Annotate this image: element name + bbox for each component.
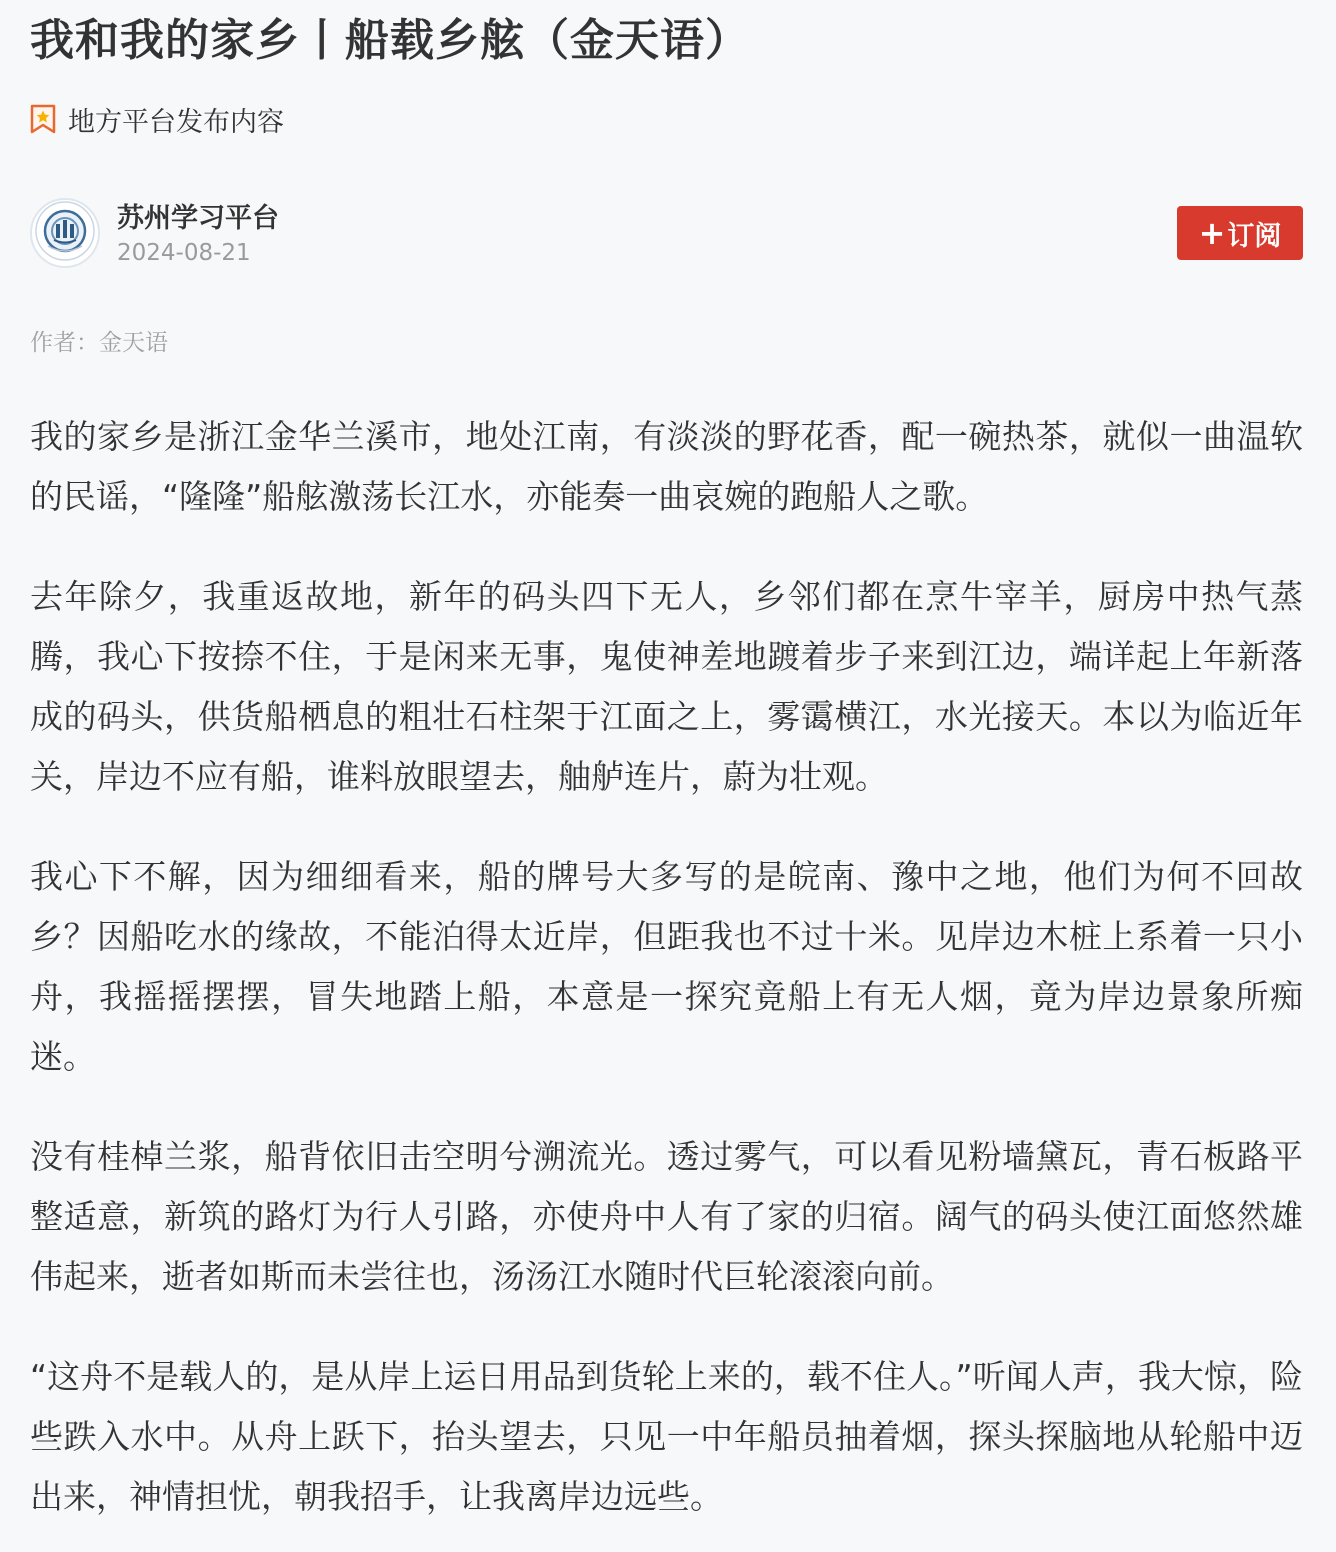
subscribe-button[interactable] bbox=[1177, 206, 1303, 260]
source-row bbox=[30, 100, 284, 138]
publisher-row bbox=[30, 198, 1303, 270]
bookmark-star-icon bbox=[30, 104, 56, 134]
article-title: 我和我的家乡丨船载乡舷（金天语） bbox=[30, 15, 750, 66]
subscribe-label: 订阅 bbox=[1227, 220, 1282, 252]
article-paragraph: 我心下不解，因为细细看来，船的牌号大多写的是皖南、豫中之地，他们为何不回故乡？因船吃水的缘故，不能泊得太近岸，但距我也不过十米。见岸边木桩上系着一只小舟，我摇摇摆摆，冒失地踏上船，本意是一探究竟船上有无人烟，竟为岸边景象所痴迷。 bbox=[30, 857, 1303, 1076]
article-paragraph: “这舟不是载人的，是从岸上运日用品到货轮上来的，载不住人。”听闻人声，我大惊，险些跌入水中。从舟上跃下，抬头望去，只见一中年船员抽着烟，探头探脑地从轮船中迈出来，神情担忧，朝我招手，让我离岸边远些。 bbox=[30, 1357, 1303, 1516]
publish-date: 2024-08-21 bbox=[117, 240, 251, 266]
plus-icon: + bbox=[1198, 214, 1226, 252]
publisher-name[interactable]: 苏州学习平台 bbox=[117, 203, 279, 234]
author-line: 作者：金天语 bbox=[30, 330, 168, 356]
suzhou-logo-icon bbox=[34, 200, 96, 266]
article-paragraph: 我的家乡是浙江金华兰溪市，地处江南，有淡淡的野花香，配一碗热茶，就似一曲温软的民谣，“隆隆”船舷激荡长江水，亦能奏一曲哀婉的跑船人之歌。 bbox=[30, 417, 1303, 516]
article-paragraph: 没有桂棹兰浆，船背依旧击空明兮溯流光。透过雾气，可以看见粉墙黛瓦，青石板路平整适意，新筑的路灯为行人引路，亦使舟中人有了家的归宿。阔气的码头使江面悠然雄伟起来，逝者如斯而未尝往也，汤汤江水随时代巨轮滚滚向前。 bbox=[30, 1137, 1303, 1296]
publisher-avatar[interactable] bbox=[30, 198, 100, 268]
source-label: 地方平台发布内容 bbox=[68, 106, 284, 138]
article-paragraph: 去年除夕，我重返故地，新年的码头四下无人，乡邻们都在烹牛宰羊，厨房中热气蒸腾，我心下按捺不住，于是闲来无事，鬼使神差地踱着步子来到江边，端详起上年新落成的码头，供货船栖息的粗壮石柱架于江面之上，雾霭横江，水光接天。本以为临近年关，岸边不应有船，谁料放眼望去，舳舻连片，蔚为壮观。 bbox=[30, 577, 1303, 796]
article-body bbox=[30, 407, 1303, 1552]
